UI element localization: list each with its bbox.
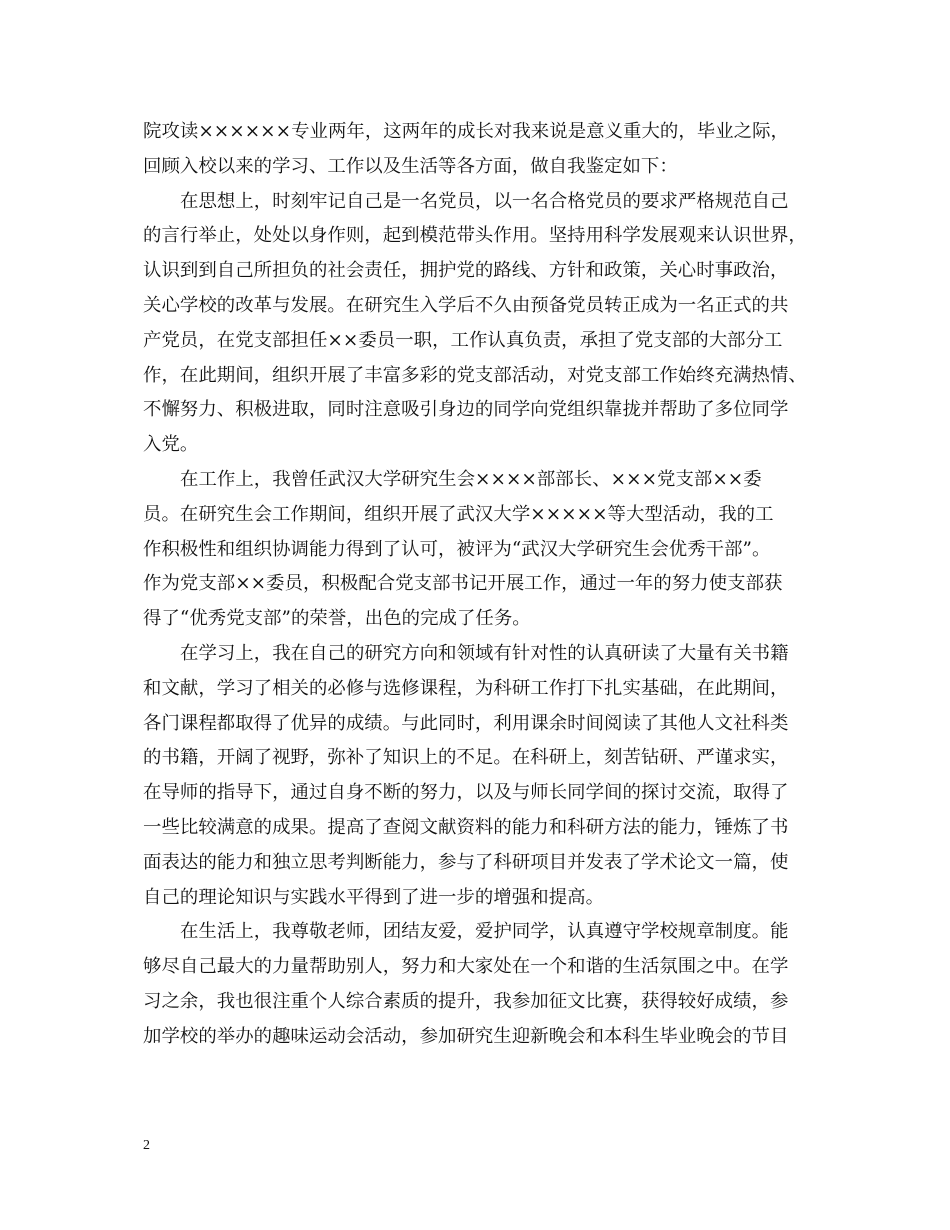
text-line: 够尽自己最大的力量帮助别人，努力和大家处在一个和谐的生活氛围之中。在学 (143, 956, 789, 978)
text-line: 不懈努力、积极进取，同时注意吸引身边的同学向党组织靠拢并帮助了多位同学 (143, 399, 789, 421)
text-line: 作为党支部××委员，积极配合党支部书记开展工作，通过一年的努力使支部获 (143, 573, 783, 595)
paragraph-first-line: 在思想上，时刻牢记自己是一名党员，以一名合格党员的要求严格规范自己 (180, 190, 789, 212)
text-line: 关心学校的改革与发展。在研究生入学后不久由预备党员转正成为一名正式的共 (143, 294, 789, 316)
text-line: 回顾入校以来的学习、工作以及生活等各方面，做自我鉴定如下： (143, 155, 678, 177)
page-number: 2 (143, 1138, 150, 1153)
text-line: 自己的理论知识与实践水平得到了进一步的增强和提高。 (143, 886, 605, 908)
paragraph-first-line: 在生活上，我尊敬老师，团结友爱，爱护同学，认真遵守学校规章制度。能 (180, 921, 789, 943)
text-line: 的言行举止，处处以身作则，起到模范带头作用。坚持用科学发展观来认识世界， (143, 225, 807, 247)
text-line: 在导师的指导下，通过自身不断的努力，以及与师长同学间的探讨交流，取得了 (143, 782, 789, 804)
text-line: 习之余，我也很注重个人综合素质的提升，我参加征文比赛，获得较好成绩，参 (143, 990, 789, 1012)
text-line: 一些比较满意的成果。提高了查阅文献资料的能力和科研方法的能力，锤炼了书 (143, 816, 789, 838)
text-line: 院攻读××××××专业两年，这两年的成长对我来说是意义重大的，毕业之际， (143, 121, 789, 142)
text-line: 产党员，在党支部担任××委员一职，工作认真负责，承担了党支部的大部分工 (143, 329, 783, 351)
text-line: 加学校的举办的趣味运动会活动，参加研究生迎新晚会和本科生毕业晚会的节目 (143, 1025, 789, 1047)
text-line: 各门课程都取得了优异的成绩。与此同时，利用课余时间阅读了其他人文社科类 (143, 712, 789, 734)
text-line: 和文献，学习了相关的必修与选修课程，为科研工作打下扎实基础，在此期间， (143, 677, 789, 699)
text-line: 作积极性和组织协调能力得到了认可，被评为“武汉大学研究生会优秀干部”。 (143, 538, 771, 560)
text-line: 作，在此期间，组织开展了丰富多彩的党支部活动，对党支部工作始终充满热情、 (143, 364, 807, 386)
paragraph-first-line: 在工作上，我曾任武汉大学研究生会××××部部长、×××党支部××委 (180, 468, 762, 490)
text-line: 面表达的能力和独立思考判断能力，参与了科研项目并发表了学术论文一篇，使 (143, 851, 789, 873)
paragraph-first-line: 在学习上，我在自己的研究方向和领域有针对性的认真研读了大量有关书籍 (180, 642, 789, 664)
text-line: 员。在研究生会工作期间，组织开展了武汉大学×××××等大型活动，我的工 (143, 503, 774, 525)
document-body (143, 115, 813, 1055)
text-line: 入党。 (143, 434, 199, 456)
text-line: 的书籍，开阔了视野，弥补了知识上的不足。在科研上，刻苦钻研、严谨求实， (143, 747, 789, 769)
text-line: 得了“优秀党支部”的荣誉，出色的完成了任务。 (143, 608, 531, 630)
text-line: 认识到到自己所担负的社会责任，拥护党的路线、方针和政策，关心时事政治， (143, 260, 789, 282)
